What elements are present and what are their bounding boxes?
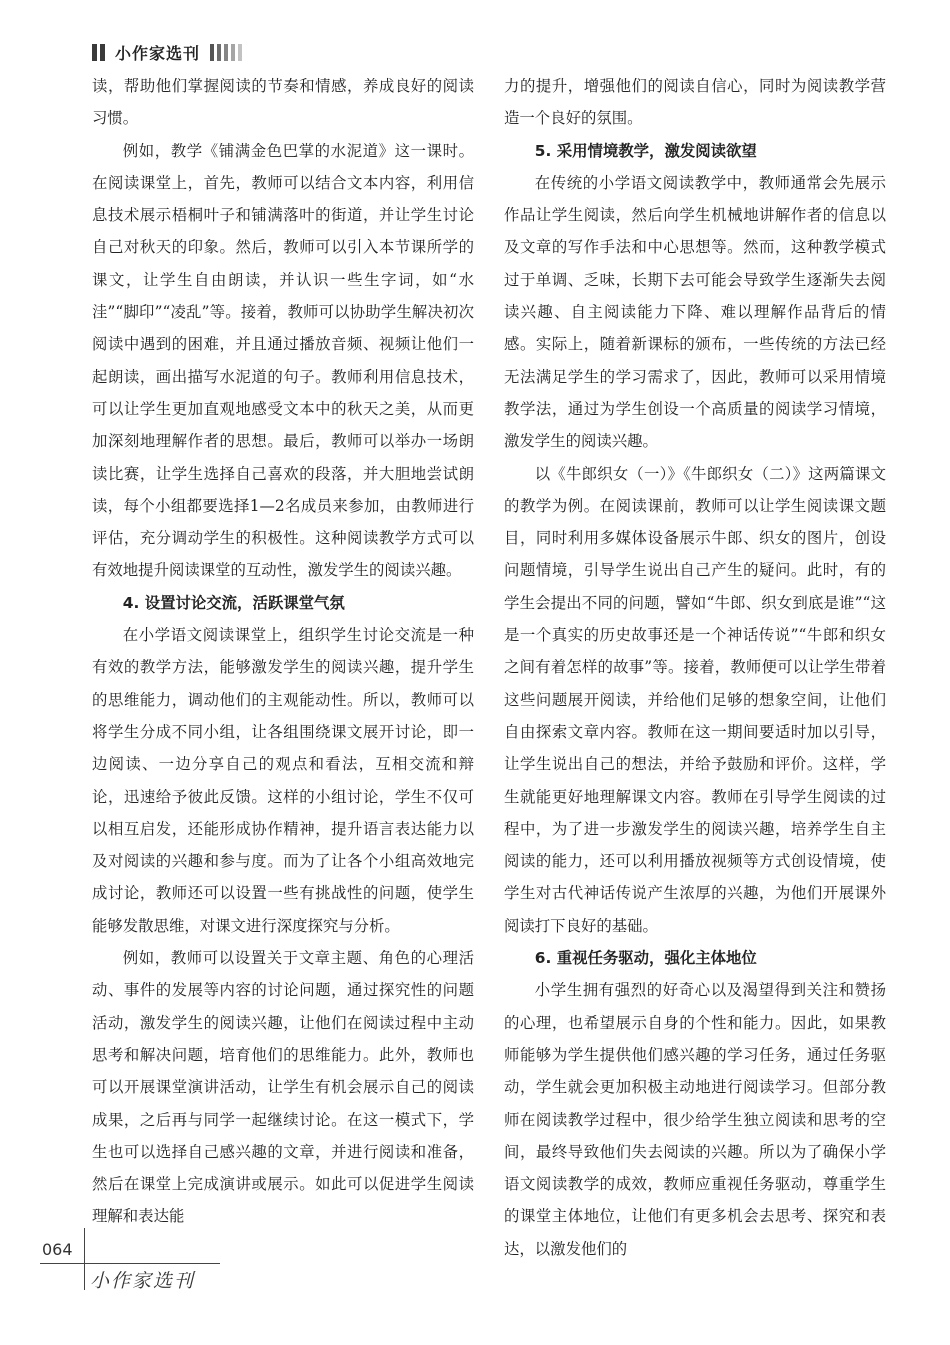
paragraph: 例如，教学《铺满金色巴掌的水泥道》这一课时。在阅读课堂上，首先，教师可以结合文本内容，利用信息技术展示梧桐叶子和铺满落叶的街道，并让学生讨论自己对秋天的印象。然后，教师可以引入本节课所学的课文，让学生自由朗读，并认识一些生字词，如“水洼”“脚印”“凌乱”等。接着，教师可以协助学生解决初次阅读中遇到的困难，并且通过播放音频、视频让他们一起朗读，画出描写水泥道的句子。教师利用信息技术，可以让学生更加直观地感受文本中的秋天之美，从而更加深刻地理解作者的思想。最后，教师可以举办一场朗读比赛，让学生选择自己喜欢的段落，并大胆地尝试朗读，每个小组都要选择1—2名成员来参加，由教师进行评估，充分调动学生的积极性。这种阅读教学方式可以有效地提升阅读课堂的互动性，激发学生的阅读兴趣。 (92, 141, 474, 580)
paragraph: 例如，教师可以设置关于文章主题、角色的心理活动、事件的发展等内容的讨论问题，通过探究性的问题活动，激发学生的阅读兴趣，让他们在阅读过程中主动思考和解决问题，培育他们的思维能力。此外，教师也可以开展课堂演讲活动，让学生有机会展示自己的阅读成果，之后再与同学一起继续讨论。在这一模式下，学生也可以选择自己感兴趣的文章，并进行阅读和准备，然后在课堂上完成演讲或展示。如此可以促进学生阅读理解和表达能 (92, 949, 474, 1226)
paragraph: 小学生拥有强烈的好奇心以及渴望得到关注和赞扬的心理，也希望展示自身的个性和能力。因此，如果教师能够为学生提供他们感兴趣的学习任务，通过任务驱动，学生就会更加积极主动地进行阅读学习。但部分教师在阅读教学过程中，很少给学生独立阅读和思考的空间，最终导致他们失去阅读的兴趣。所以为了确保小学语文阅读教学的成效，教师应重视任务驱动，尊重学生的课堂主体地位，让他们有更多机会去思考、探究和表达，以激发他们的 (504, 981, 886, 1258)
page-number: 064 (42, 1240, 73, 1259)
left-column (92, 70, 474, 1233)
paragraph: 读，帮助他们掌握阅读的节奏和情感，养成良好的阅读习惯。 (92, 77, 474, 128)
header-gradient-bars-icon (210, 44, 242, 61)
paragraph: 以《牛郎织女（一）》《牛郎织女（二）》这两篇课文的教学为例。在阅读课前，教师可以让学生阅读课文题目，同时利用多媒体设备展示牛郎、织女的图片，创设问题情境，引导学生说出自己产生的疑问。此时，有的学生会提出不同的问题，譬如“牛郎、织女到底是谁”“这是一个真实的历史故事还是一个神话传说”“牛郎和织女之间有着怎样的故事”等。接着，教师便可以让学生带着这些问题展开阅读，并给他们足够的想象空间，让他们自由探索文章内容。教师在这一期间要适时加以引导，让学生说出自己的想法，并给予鼓励和评价。这样，学生就能更好地理解课文内容。教师在引导学生阅读的过程中，为了进一步激发学生的阅读兴趣，培养学生自主阅读的能力，还可以利用播放视频等方式创设情境，使学生对古代神话传说产生浓厚的兴趣，为他们开展课外阅读打下良好的基础。 (504, 464, 886, 935)
running-header (92, 40, 242, 64)
footer-divider-horizontal (40, 1263, 220, 1264)
right-column (504, 70, 886, 1265)
paragraph: 在传统的小学语文阅读教学中，教师通常会先展示作品让学生阅读，然后向学生机械地讲解作者的信息以及文章的写作手法和中心思想等。然而，这种教学模式过于单调、乏味，长期下去可能会导致学生逐渐失去阅读兴趣、自主阅读能力下降、难以理解作品背后的情感。实际上，随着新课标的颁布，一些传统的方法已经无法满足学生的学习需求了，因此，教师可以采用情境教学法，通过为学生创设一个高质量的阅读学习情境，激发学生的阅读兴趣。 (504, 173, 886, 451)
paragraph: 力的提升，增强他们的阅读自信心，同时为阅读教学营造一个良好的氛围。 (504, 77, 886, 128)
section-heading: 6. 重视任务驱动，强化主体地位 (534, 949, 757, 968)
paragraph: 在小学语文阅读课堂上，组织学生讨论交流是一种有效的教学方法，能够激发学生的阅读兴趣，提升学生的思维能力，调动他们的主观能动性。所以，教师可以将学生分成不同小组，让各组围绕课文展开讨论，即一边阅读、一边分享自己的观点和看法，互相交流和辩论，迅速给予彼此反馈。这样的小组讨论，学生不仅可以相互启发，还能形成协作精神，提升语言表达能力以及对阅读的兴趣和参与度。而为了让各个小组高效地完成讨论，教师还可以设置一些有挑战性的问题，使学生能够发散思维，对课文进行深度探究与分析。 (92, 626, 474, 935)
header-bars-icon (92, 44, 105, 61)
journal-name: 小作家选刊 (115, 43, 201, 63)
section-heading: 4. 设置讨论交流，活跃课堂气氛 (122, 593, 345, 612)
section-heading: 5. 采用情境教学，激发阅读欲望 (534, 141, 757, 160)
journal-logo: 小作家选刊 (90, 1270, 196, 1292)
footer-divider-vertical (84, 1228, 85, 1290)
